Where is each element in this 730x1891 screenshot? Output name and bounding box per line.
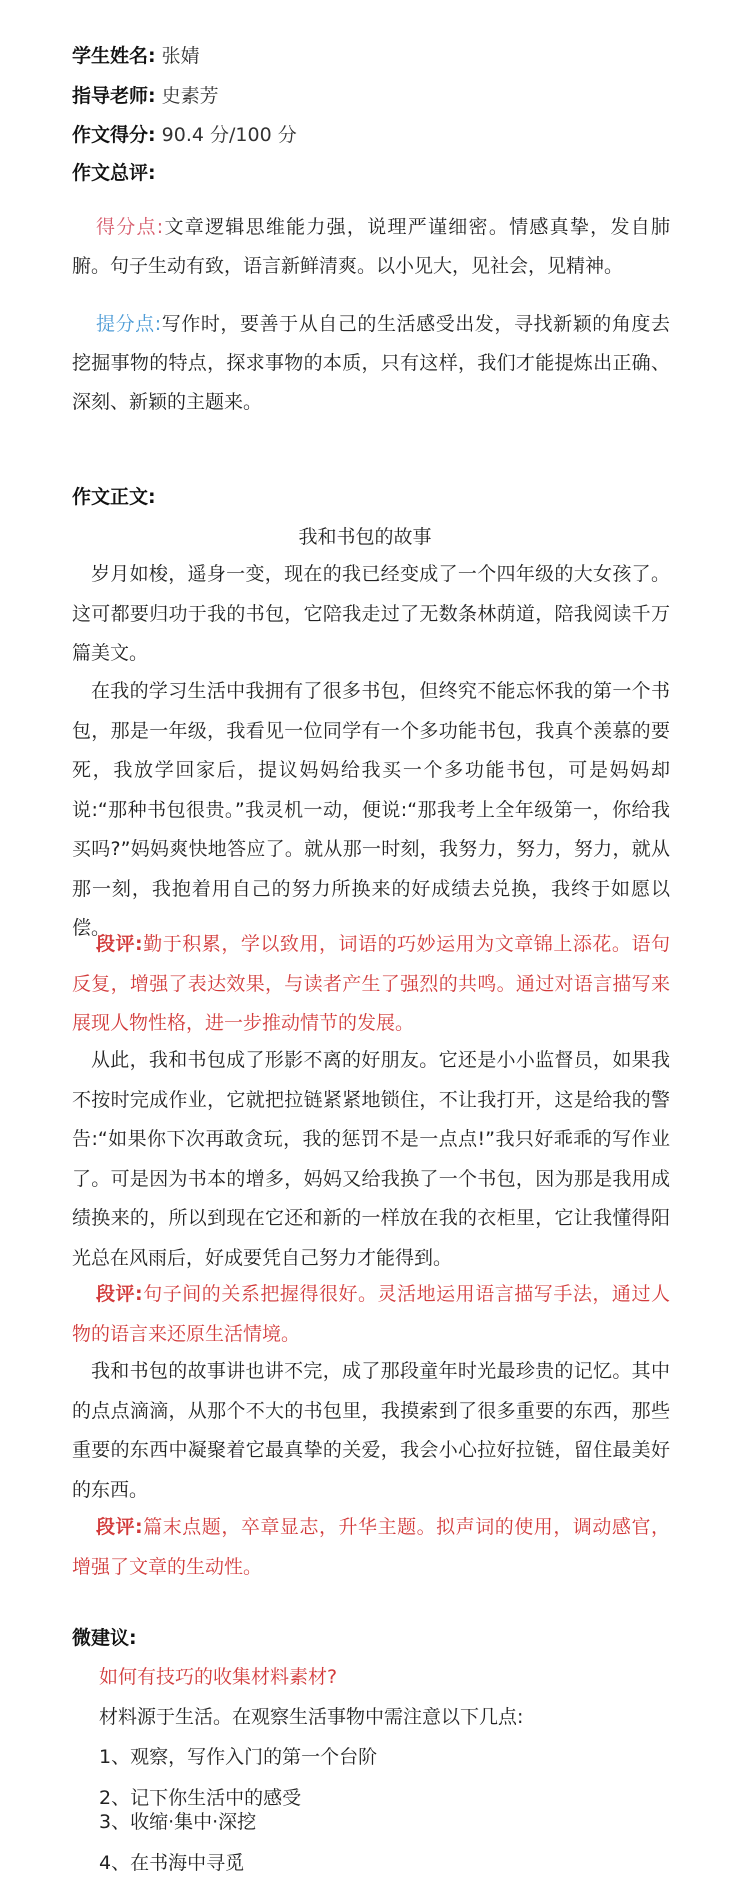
- paragraph-comment-3: [72, 1508, 670, 1587]
- student-name-label: 学生姓名:: [72, 45, 156, 67]
- paragraph-comment-1: [72, 925, 670, 1044]
- student-name-line: [72, 43, 200, 69]
- essay-paragraph-4: 我和书包的故事讲也讲不完，成了那段童年时光最珍贵的记忆。其中的点点滴滴，从那个不大的书包里，我摸索到了很多重要的东西，那些重要的东西中凝聚着它最真挚的关爱，我会小心拉好拉链，留住最美好的东西。: [72, 1360, 670, 1501]
- comment-1-text: 勤于积累，学以致用，词语的巧妙运用为文章锦上添花。语句反复，增强了表达效果，与读者产生了强烈的共鸣。通过对语言描写来展现人物性格，进一步推动情节的发展。: [72, 933, 670, 1034]
- comment-1-lead: 段评:: [96, 933, 143, 955]
- student-name-value: 张婧: [161, 45, 200, 67]
- suggestion-item: 1、观察，写作入门的第一个台阶: [99, 1746, 378, 1768]
- teacher-line: [72, 83, 219, 109]
- teacher-label: 指导老师:: [72, 85, 156, 107]
- score-line: [72, 122, 297, 148]
- improve-paragraph: [72, 305, 670, 422]
- score-value: 90.4 分/100 分: [161, 124, 297, 146]
- essay-paragraph-3: 从此，我和书包成了形影不离的好朋友。它还是小小监督员，如果我不按时完成作业，它就把拉链紧紧地锁住，不让我打开，这是给我的警告:“如果你下次再敢贪玩，我的惩罚不是一点点!”我只好乖乖的写作业了。可是因为书本的增多，妈妈又给我换了一个书包，因为那是我用成绩换来的，所以到现在它还和新的一样放在我的衣柜里，它让我懂得阳光总在风雨后，好成要凭自己努力才能得到。: [72, 1049, 670, 1269]
- suggestion-question: 如何有技巧的收集材料素材?: [99, 1666, 338, 1688]
- review-heading: 作文总评:: [72, 162, 156, 184]
- teacher-value: 史素芳: [161, 85, 219, 107]
- comment-2-lead: 段评:: [96, 1283, 143, 1305]
- merit-lead: 得分点:: [96, 216, 164, 238]
- suggestion-item: 2、记下你生活中的感受: [99, 1787, 302, 1809]
- merit-paragraph: [72, 208, 670, 286]
- paragraph-comment-2: [72, 1275, 670, 1354]
- suggestion-item: 4、在书海中寻觅: [99, 1852, 245, 1874]
- comment-3-lead: 段评:: [96, 1516, 143, 1538]
- essay-heading: 作文正文:: [72, 486, 156, 508]
- improve-lead: 提分点:: [96, 313, 162, 335]
- score-label: 作文得分:: [72, 124, 156, 146]
- comment-2-text: 句子间的关系把握得很好。灵活地运用语言描写手法，通过人物的语言来还原生活情境。: [72, 1283, 670, 1345]
- merit-text: 文章逻辑思维能力强，说理严谨细密。情感真挚，发自肺腑。句子生动有致，语言新鲜清爽。以小见大，见社会，见精神。: [72, 216, 670, 277]
- essay-title: 我和书包的故事: [298, 526, 432, 548]
- improve-text: 写作时，要善于从自己的生活感受出发，寻找新颖的角度去挖掘事物的特点，探求事物的本质，只有这样，我们才能提炼出正确、深刻、新颖的主题来。: [72, 313, 670, 413]
- essay-paragraph-1: 岁月如梭，遥身一变，现在的我已经变成了一个四年级的大女孩了。这可都要归功于我的书包，它陪我走过了无数条林荫道，陪我阅读千万篇美文。: [72, 563, 670, 664]
- comment-3-text: 篇末点题，卒章显志，升华主题。拟声词的使用，调动感官，增强了文章的生动性。: [72, 1516, 670, 1578]
- suggestion-intro: 材料源于生活。在观察生活事物中需注意以下几点:: [99, 1706, 524, 1728]
- essay-paragraph-2: 在我的学习生活中我拥有了很多书包，但终究不能忘怀我的第一个书包，那是一年级，我看见一位同学有一个多功能书包，我真个羡慕的要死，我放学回家后，提议妈妈给我买一个多功能书包，可是妈妈却说:“那种书包很贵。”我灵机一动，便说:“那我考上全年级第一，你给我买吗?”妈妈爽快地答应了。就从那一时刻，我努力，努力，努力，就从那一刻，我抱着用自己的努力所换来的好成绩去兑换，我终于如愿以偿。: [72, 680, 670, 939]
- suggestion-item: 3、收缩·集中·深挖: [99, 1811, 257, 1833]
- suggestion-heading: 微建议:: [72, 1627, 137, 1649]
